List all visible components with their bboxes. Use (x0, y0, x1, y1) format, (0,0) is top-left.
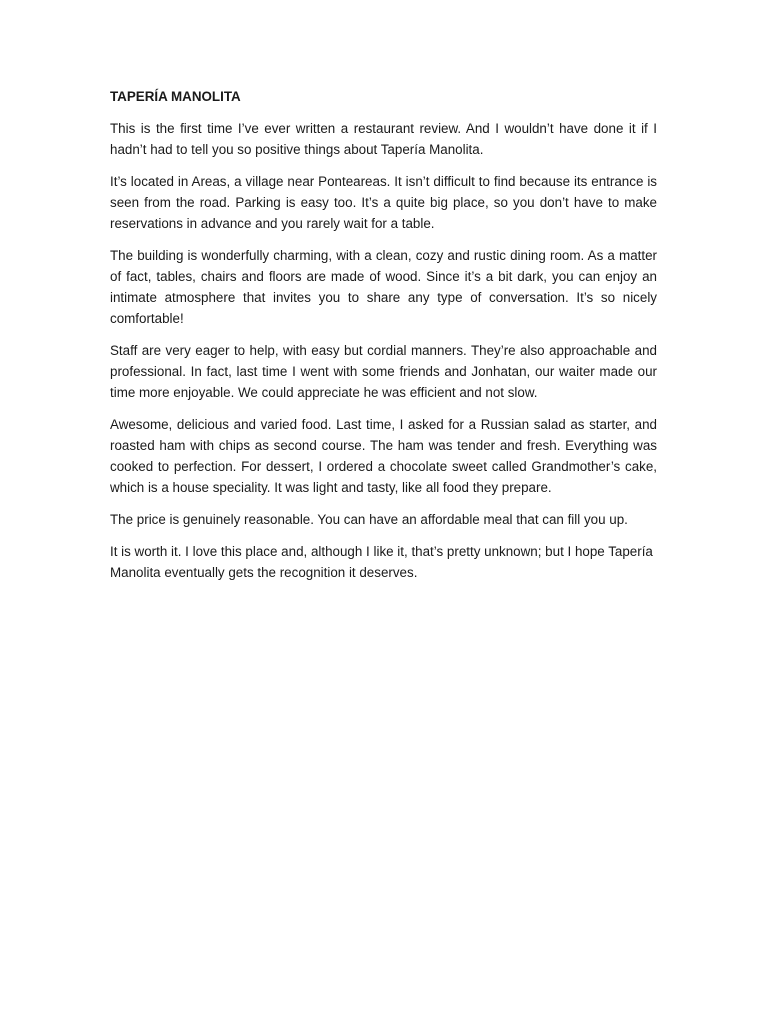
document-body (110, 86, 657, 594)
paragraph-building: The building is wonderfully charming, with a clean, cozy and rustic dining room. As a matter of fact, tables, chairs and floors are made of wood. Since it’s a bit dark, you can enjoy an intimate atmosphere that invites you to share any type of conversation. It’s so nicely comfortable! (110, 248, 657, 326)
paragraph-price: The price is genuinely reasonable. You can have an affordable meal that can fill you up. (110, 512, 628, 527)
paragraph-conclusion: It is worth it. I love this place and, although I like it, that’s pretty unknown; but I hope Tapería Manolita eventually gets the recognition it deserves. (110, 544, 653, 580)
paragraph-food: Awesome, delicious and varied food. Last time, I asked for a Russian salad as starter, and roasted ham with chips as second course. The ham was tender and fresh. Everything was cooked to perfection. For dessert, I ordered a chocolate sweet called Grandmother’s cake, which is a house speciality. It was light and tasty, like all food they prepare. (110, 417, 657, 495)
paragraph-intro: This is the first time I’ve ever written a restaurant review. And I wouldn’t have done it if I hadn’t had to tell you so positive things about Tapería Manolita. (110, 121, 657, 157)
paragraph-staff: Staff are very eager to help, with easy but cordial manners. They’re also approachable and professional. In fact, last time I went with some friends and Jonhatan, our waiter made our time more enjoyable. We could appreciate he was efficient and not slow. (110, 343, 657, 400)
document-title: TAPERÍA MANOLITA (110, 89, 241, 104)
paragraph-location: It’s located in Areas, a village near Ponteareas. It isn’t difficult to find because its entrance is seen from the road. Parking is easy too. It’s a quite big place, so you don’t have to make reservations in advance and you rarely wait for a table. (110, 174, 657, 231)
